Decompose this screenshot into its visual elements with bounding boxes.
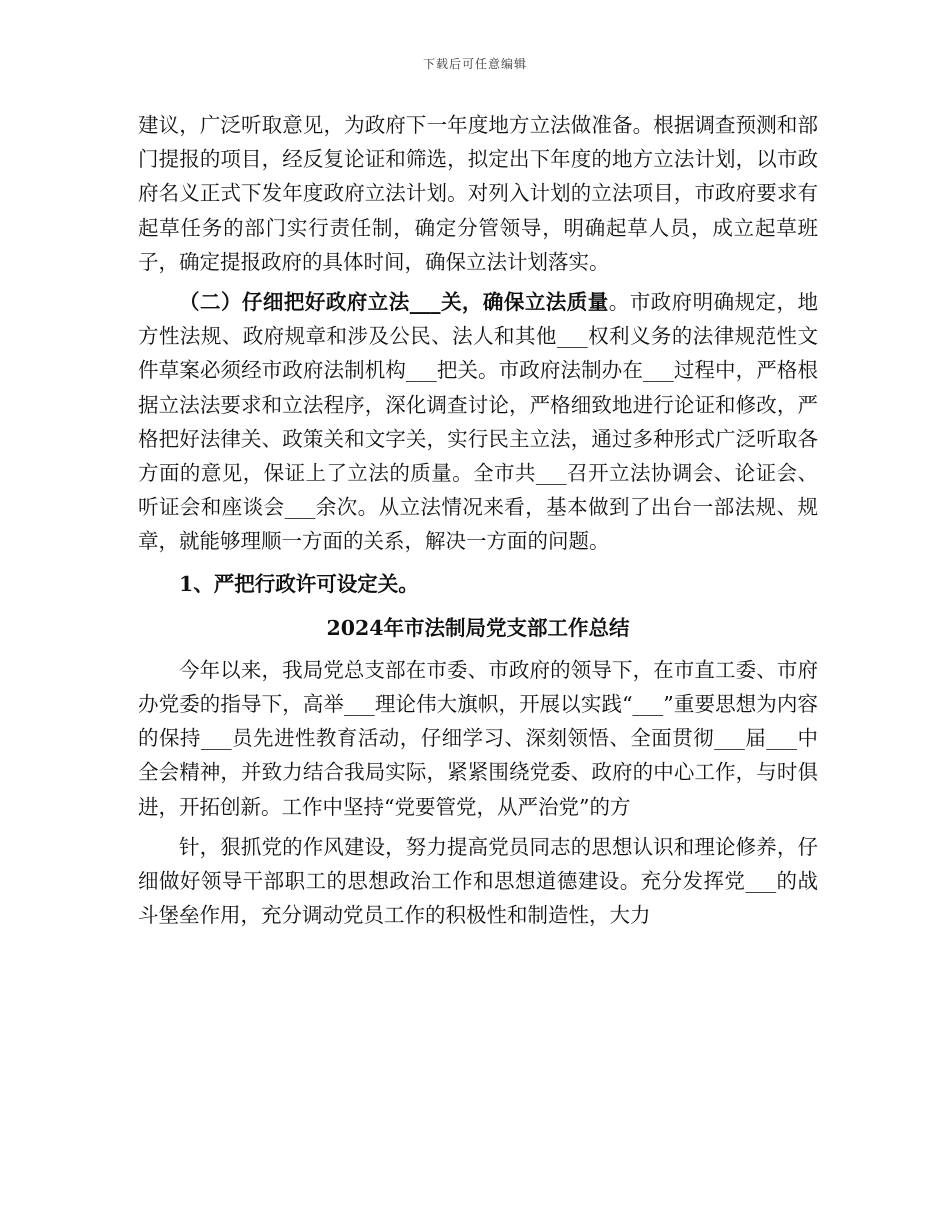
paragraph-2-body: 。市政府明确规定，地方性法规、政府规章和涉及公民、法人和其他___权利义务的法律规范性文件草案必须经市政府法制机构___把关。市政府法制办在___过程中，严格根据立法法要求和立法程序，深化调查讨论，严格细致地进行论证和修改，严格把好法律关、政策关和文字关，实行民主立法，通过多种形式广泛听取各方面的意见，保证上了立法的质量。全市共___召开立法协调会、论证会、听证会和座谈会___余次。从立法情况来看，基本做到了出台一部法规、规章，就能够理顺一方面的关系，解决一方面的问题。 <box>138 290 819 554</box>
paragraph-4: 针，狠抓党的作风建设，努力提高党员同志的思想认识和理论修养，仔细做好领导干部职工的思想政治工作和思想道德建设。充分发挥党___的战斗堡垒作用，充分调动党员工作的积极性和制造性，大力 <box>138 834 818 928</box>
paragraph-3: 今年以来，我局党总支部在市委、市政府的领导下，在市直工委、市府办党委的指导下，高举___理论伟大旗帜，开展以实践“___”重要思想为内容的保持___员先进性教育活动，仔细学习、深刻领悟、全面贯彻___届___中全会精神，并致力结合我局实际，紧紧围绕党委、政府的中心工作，与时俱进，开拓创新。工作中坚持“党要管党，从严治党”的方 <box>138 657 818 819</box>
paragraph-2 <box>138 285 818 559</box>
section-heading-2: （二）仔细把好政府立法___关，确保立法质量 <box>179 290 609 315</box>
list-item-1: 1、严把行政许可设定关。 <box>179 571 419 596</box>
document-title: 2024年市法制局党支部工作总结 <box>326 615 630 640</box>
paragraph-1: 建议，广泛听取意见，为政府下一年度地方立法做准备。根据调查预测和部门提报的项目，经反复论证和筛选，拟定出下年度的地方立法计划，以市政府名义正式下发年度政府立法计划。对列入计划的立法项目，市政府要求有起草任务的部门实行责任制，确定分管领导，明确起草人员，成立起草班子，确定提报政府的具体时间，确保立法计划落实。 <box>138 113 818 274</box>
document-body <box>138 108 818 932</box>
page-header-note: 下载后可任意编辑 <box>422 57 527 71</box>
